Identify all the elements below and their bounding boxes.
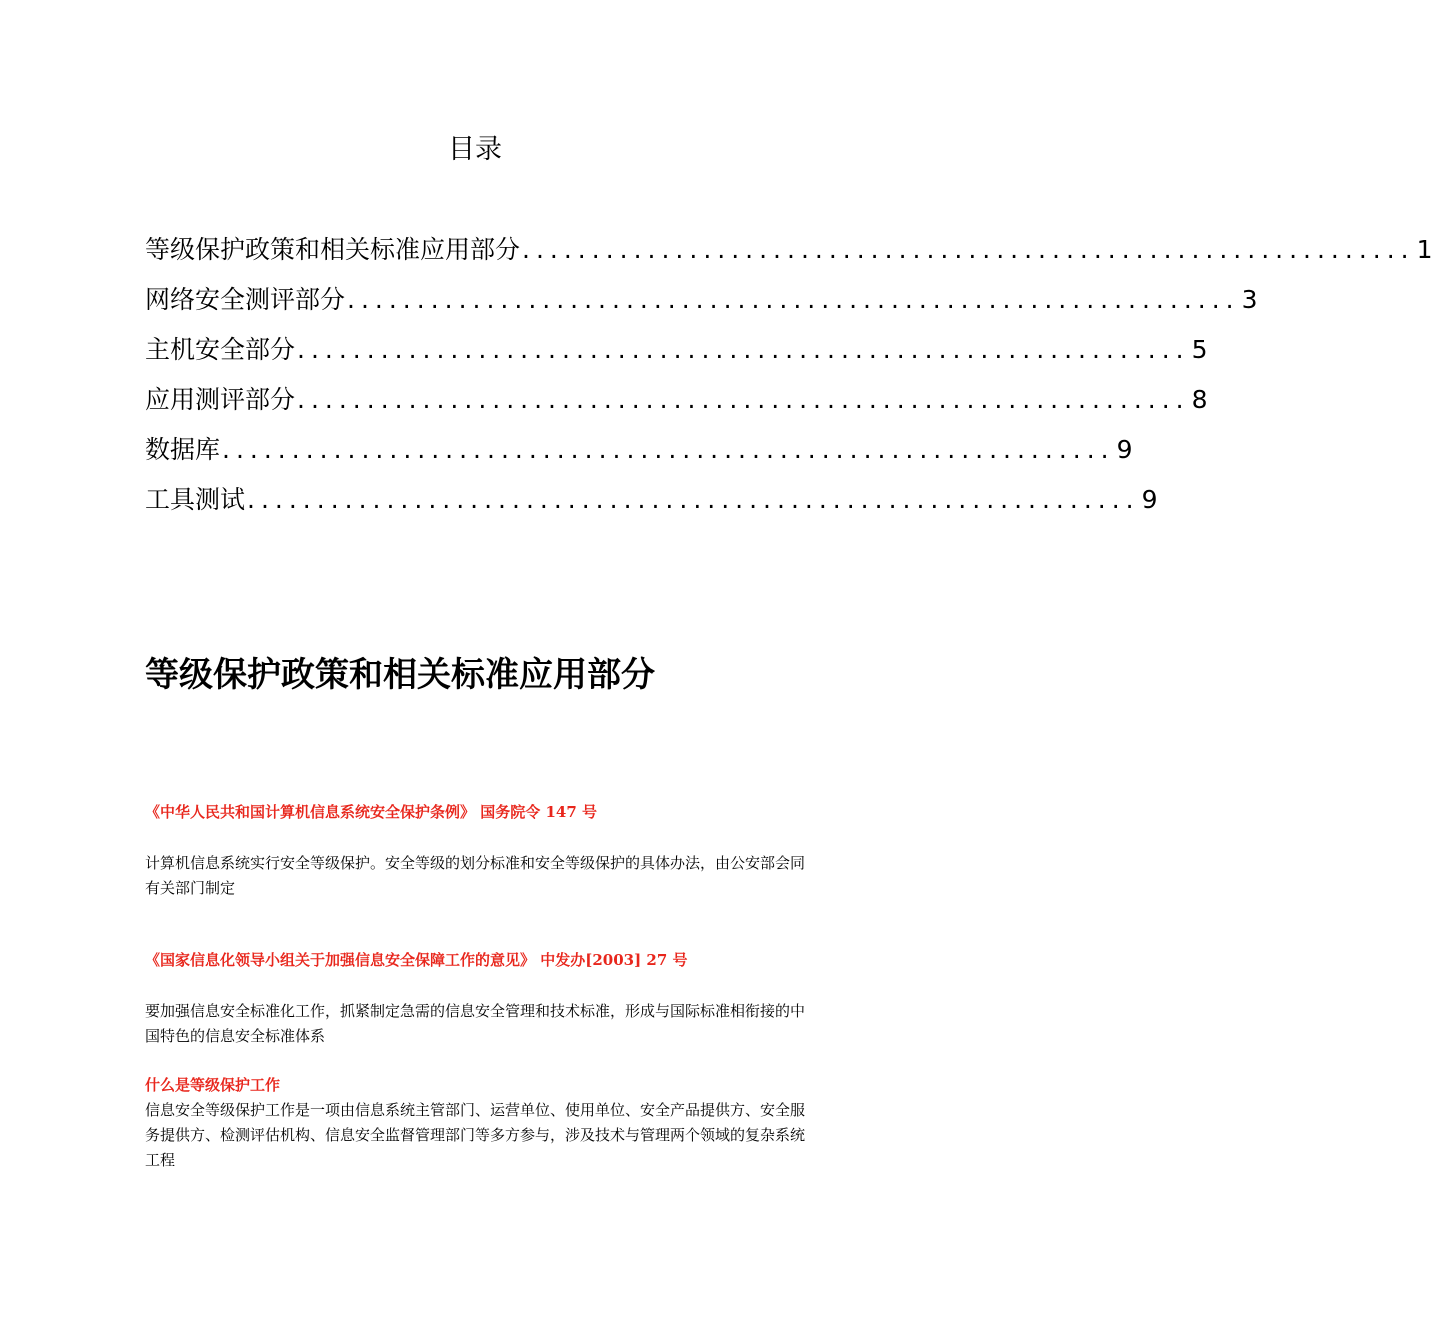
toc-entry-label: 主机安全部分 <box>145 335 296 364</box>
toc-entry-label: 等级保护政策和相关标准应用部分 <box>145 235 521 264</box>
reference-title: 《中华人民共和国计算机信息系统安全保护条例》 国务院令 147 号 <box>145 803 597 821</box>
reference-text-block-2 <box>145 999 809 1049</box>
toc-entry-2[interactable] <box>145 280 1258 330</box>
toc-entry-1[interactable] <box>145 230 1433 280</box>
toc-title: 目录 <box>448 134 502 165</box>
reference-block-2 <box>145 948 809 972</box>
toc-leader-dots: ................................................................ <box>522 235 1415 264</box>
toc-page-number: 5 <box>1191 335 1208 364</box>
toc-entry-label: 应用测评部分 <box>145 385 296 414</box>
reference-block-1 <box>145 800 809 824</box>
toc-leader-dots: ................................................................ <box>222 435 1115 464</box>
toc-page-number: 8 <box>1191 385 1208 414</box>
subsection-paragraph: 信息安全等级保护工作是一项由信息系统主管部门、运营单位、使用单位、安全产品提供方、安全服务提供方、检测评估机构、信息安全监督管理部门等多方参与，涉及技术与管理两个领域的复杂系统工程 <box>145 1101 806 1169</box>
toc-entry-label: 工具测试 <box>145 485 246 514</box>
table-of-contents <box>145 230 1433 530</box>
toc-page-number: 9 <box>1116 435 1133 464</box>
toc-entry-3[interactable] <box>145 330 1208 380</box>
toc-leader-dots: ................................................................ <box>297 335 1190 364</box>
subsection-block <box>145 1072 809 1173</box>
toc-entry-6[interactable] <box>145 480 1158 530</box>
subsection-title: 什么是等级保护工作 <box>145 1076 281 1094</box>
section-heading: 等级保护政策和相关标准应用部分 <box>145 655 655 695</box>
toc-leader-dots: ................................................................ <box>297 385 1190 414</box>
reference-text-block-1 <box>145 851 809 901</box>
toc-page-number: 3 <box>1241 285 1258 314</box>
toc-page-number: 9 <box>1141 485 1158 514</box>
toc-entry-label: 数据库 <box>145 435 221 464</box>
toc-leader-dots: ................................................................ <box>347 285 1240 314</box>
toc-entry-5[interactable] <box>145 430 1133 480</box>
toc-entry-4[interactable] <box>145 380 1208 430</box>
reference-paragraph: 要加强信息安全标准化工作，抓紧制定急需的信息安全管理和技术标准，形成与国际标准相衔接的中国特色的信息安全标准体系 <box>145 1002 806 1045</box>
toc-entry-label: 网络安全测评部分 <box>145 285 346 314</box>
reference-title: 《国家信息化领导小组关于加强信息安全保障工作的意见》 中发办[2003] 27 号 <box>145 951 688 969</box>
reference-paragraph: 计算机信息系统实行安全等级保护。安全等级的划分标准和安全等级保护的具体办法，由公安部会同有关部门制定 <box>145 854 806 897</box>
toc-page-number: 1 <box>1416 235 1433 264</box>
toc-leader-dots: ................................................................ <box>247 485 1140 514</box>
